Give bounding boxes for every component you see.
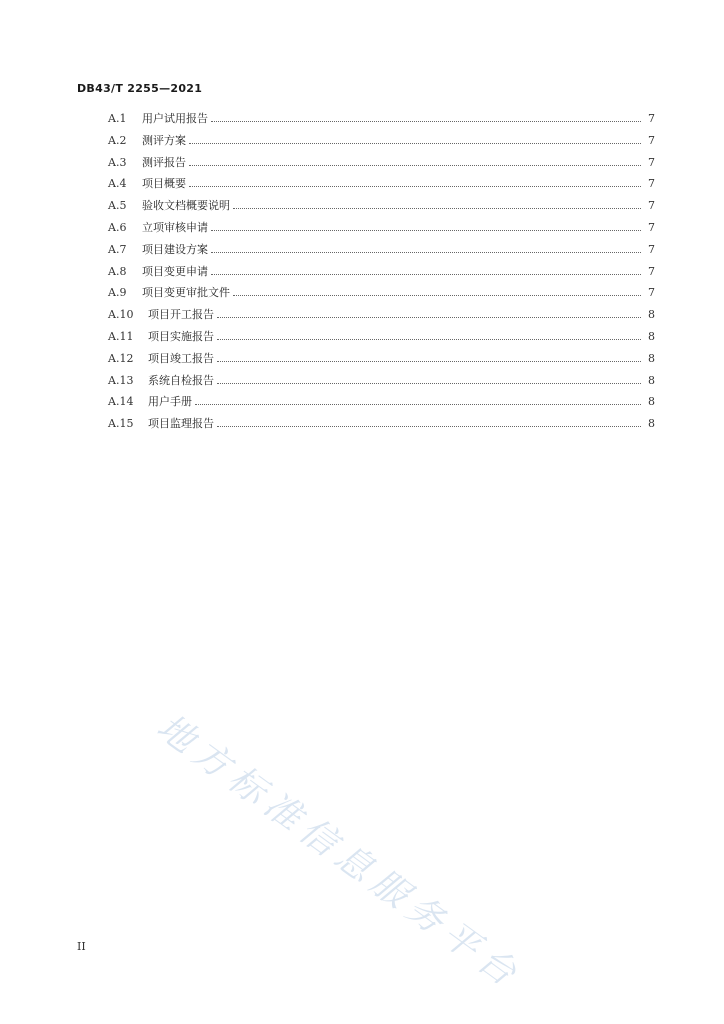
standard-code-header: DB43/T 2255—2021 [77,82,203,95]
toc-entry-page: 8 [648,308,655,322]
toc-entry[interactable] [108,282,655,304]
toc-entry-title: 项目竣工报告 [148,351,214,365]
toc-entry-number: A.11 [108,329,134,343]
toc-entry-number: A.4 [108,177,127,191]
toc-dot-leader [233,294,641,296]
toc-entry-title: 项目变更审批文件 [142,286,230,300]
toc-entry[interactable] [108,413,655,435]
toc-dot-leader [233,207,641,209]
toc-dot-leader [217,338,641,340]
toc-entry-title: 测评报告 [142,155,186,169]
toc-entry-number: A.12 [108,351,134,365]
toc-entry-title: 项目开工报告 [148,308,214,322]
toc-entry[interactable] [108,304,655,326]
toc-entry[interactable] [108,195,655,217]
toc-entry-number: A.10 [108,308,134,322]
toc-entry-number: A.9 [108,286,127,300]
toc-entry[interactable] [108,370,655,392]
toc-entry-page: 8 [648,417,655,431]
toc-entry[interactable] [108,217,655,239]
toc-dot-leader [195,403,641,405]
toc-entry-number: A.1 [108,112,127,125]
toc-entry-page: 8 [648,373,655,387]
toc-entry[interactable] [108,173,655,195]
toc-entry-page: 7 [648,286,655,300]
toc-entry[interactable] [108,108,655,130]
toc-entry-title: 项目实施报告 [148,329,214,343]
toc-entry-title: 立项审核申请 [142,220,208,234]
toc-dot-leader [217,360,641,362]
toc-entry[interactable] [108,261,655,283]
toc-entry-title: 项目概要 [142,177,186,191]
toc-dot-leader [189,142,641,144]
toc-entry[interactable] [108,130,655,152]
toc-entry-title: 系统自检报告 [148,373,214,387]
toc-entry-page: 7 [648,220,655,234]
toc-entry-title: 验收文档概要说明 [142,199,230,213]
toc-entry-title: 用户试用报告 [142,112,208,125]
toc-entry-number: A.14 [108,395,134,409]
toc-entry-title: 项目监理报告 [148,417,214,431]
toc-entry-page: 7 [648,112,655,125]
toc-entry-page: 7 [648,264,655,278]
toc-entry-title: 用户手册 [148,395,192,409]
toc-entry-page: 8 [648,395,655,409]
toc-entry-title: 测评方案 [142,133,186,147]
toc-entry-title: 项目建设方案 [142,242,208,256]
toc-dot-leader [211,120,641,122]
toc-dot-leader [217,425,641,427]
toc-entry-number: A.2 [108,133,127,147]
table-of-contents [108,108,655,435]
toc-dot-leader [211,273,641,275]
watermark-text: 地方标准信息服务平台 [149,706,530,999]
toc-entry-number: A.7 [108,242,127,256]
toc-entry-page: 7 [648,242,655,256]
toc-entry[interactable] [108,326,655,348]
toc-entry[interactable] [108,391,655,413]
toc-entry-number: A.8 [108,264,127,278]
toc-entry-page: 8 [648,329,655,343]
toc-entry-number: A.15 [108,417,134,431]
page-number: II [77,940,86,953]
toc-dot-leader [211,251,641,253]
toc-dot-leader [217,316,641,318]
toc-entry-number: A.3 [108,155,127,169]
toc-entry-page: 7 [648,199,655,213]
toc-entry-title: 项目变更申请 [142,264,208,278]
toc-entry-page: 7 [648,133,655,147]
toc-dot-leader [217,382,641,384]
toc-entry-page: 7 [648,177,655,191]
toc-entry-page: 7 [648,155,655,169]
toc-entry-number: A.5 [108,199,127,213]
toc-entry-page: 8 [648,351,655,365]
toc-dot-leader [211,229,641,231]
toc-dot-leader [189,185,641,187]
toc-entry[interactable] [108,348,655,370]
toc-entry[interactable] [108,239,655,261]
toc-entry[interactable] [108,152,655,174]
toc-entry-number: A.6 [108,220,127,234]
toc-entry-number: A.13 [108,373,134,387]
toc-dot-leader [189,164,641,166]
